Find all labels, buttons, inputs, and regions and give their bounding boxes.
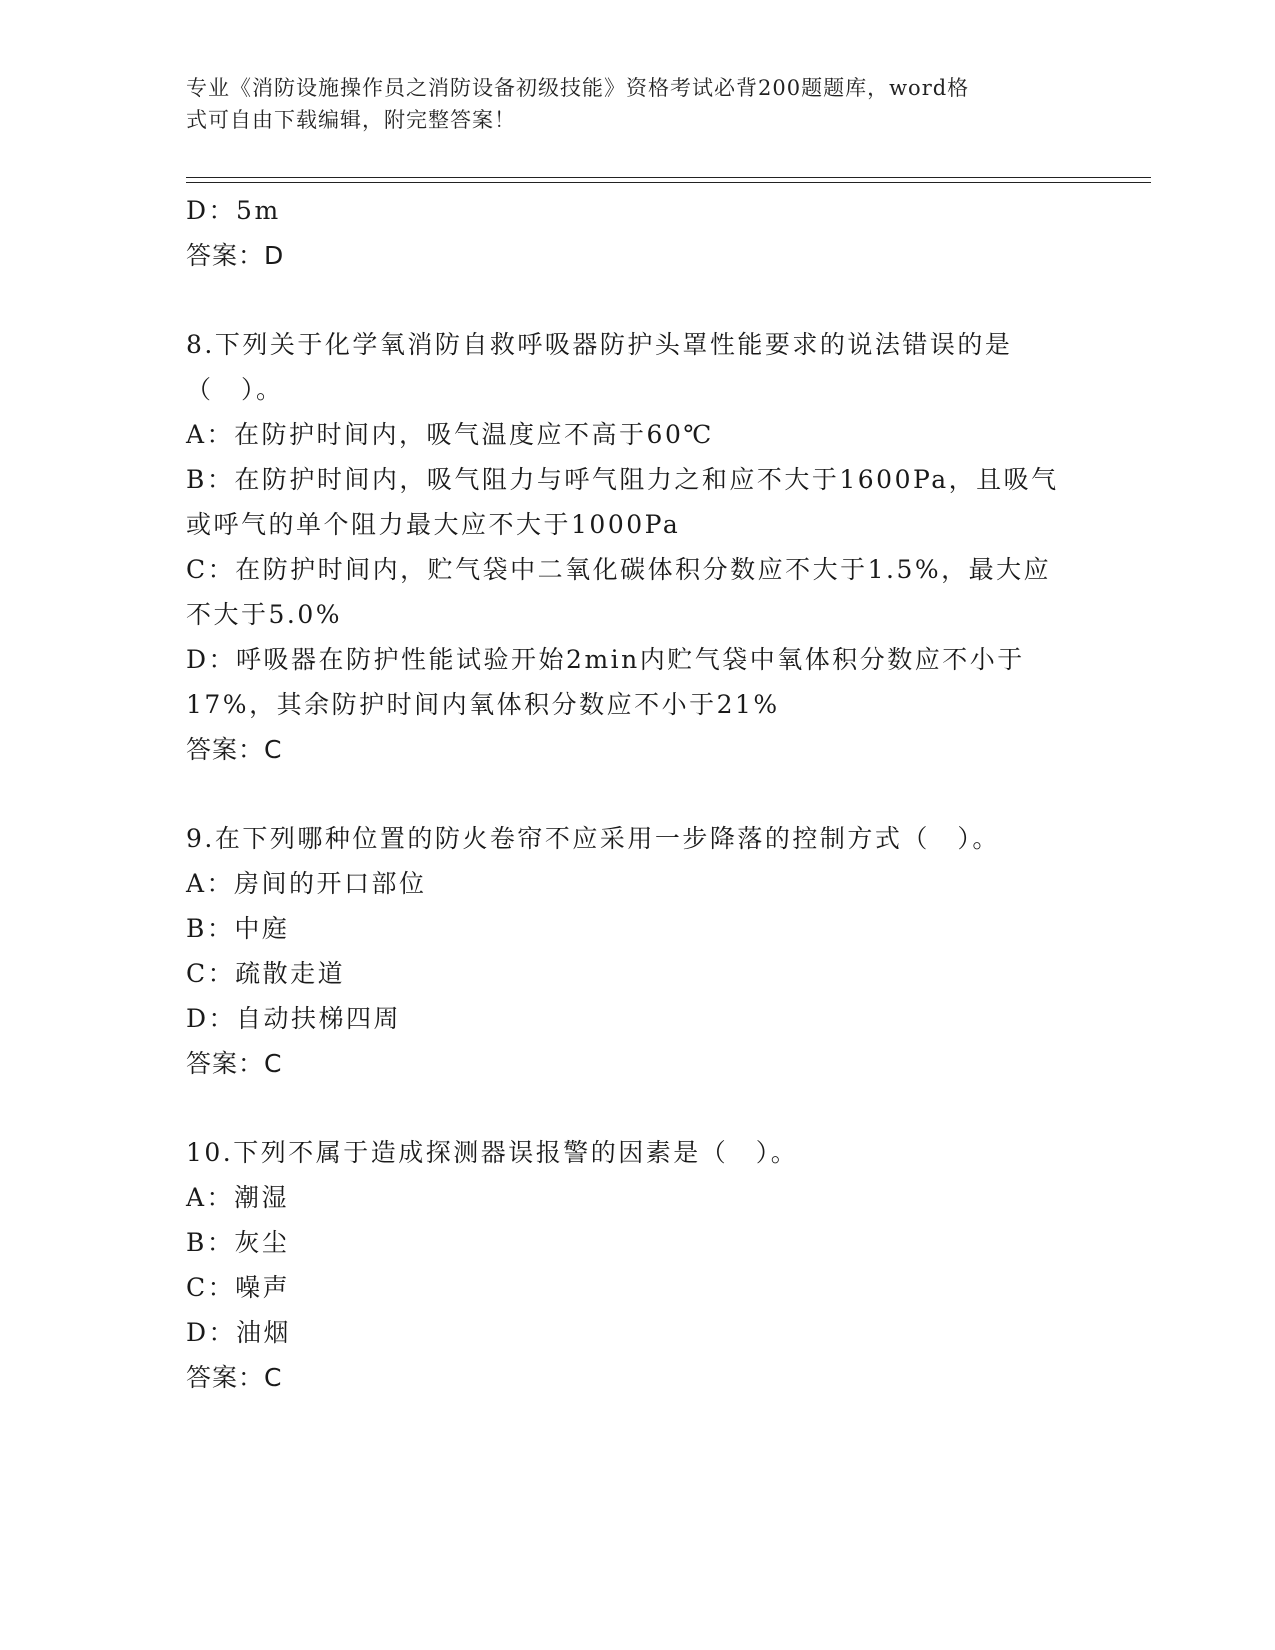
q9-stem: 9.在下列哪种位置的防火卷帘不应采用一步降落的控制方式（ ）。 [186, 824, 1000, 853]
q8-option-c-line-2: 不大于5.0% [186, 600, 343, 629]
q8-stem-line-2: （ ）。 [186, 375, 284, 404]
q7-answer: 答案：D [186, 241, 285, 270]
q8-option-b-line-2: 或呼气的单个阻力最大应不大于1000Pa [186, 510, 681, 539]
q8-answer: 答案：C [186, 735, 283, 764]
q8-stem-line-1: 8.下列关于化学氧消防自救呼吸器防护头罩性能要求的说法错误的是 [186, 330, 1013, 359]
q9-answer: 答案：C [186, 1049, 283, 1078]
document-header [186, 72, 1066, 136]
header-divider-top [186, 177, 1151, 178]
q8-option-c-line-1: C：在防护时间内，贮气袋中二氧化碳体积分数应不大于1.5%，最大应 [186, 555, 1052, 584]
header-line-1: 专业《消防设施操作员之消防设备初级技能》资格考试必背200题题库，word格 [186, 76, 970, 100]
q9-option-d: D：自动扶梯四周 [186, 1004, 402, 1033]
question-9 [186, 816, 1086, 1086]
header-line-2: 式可自由下载编辑，附完整答案！ [186, 108, 516, 132]
q8-option-b-line-1: B：在防护时间内，吸气阻力与呼气阻力之和应不大于1600Pa，且吸气 [186, 465, 1059, 494]
q8-option-d-line-1: D：呼吸器在防护性能试验开始2min内贮气袋中氧体积分数应不小于 [186, 645, 1025, 674]
q7-option-d: D：5m [186, 196, 281, 225]
q10-option-a: A：潮湿 [186, 1183, 290, 1212]
q9-option-c: C：疏散走道 [186, 959, 346, 988]
q10-option-b: B：灰尘 [186, 1228, 290, 1257]
q8-option-d-line-2: 17%，其余防护时间内氧体积分数应不小于21% [186, 690, 780, 719]
q10-option-d: D：油烟 [186, 1318, 292, 1347]
question-list [186, 188, 1086, 1400]
q9-option-a: A：房间的开口部位 [186, 869, 427, 898]
q9-option-b: B：中庭 [186, 914, 290, 943]
question-8 [186, 322, 1086, 772]
header-divider-bottom [186, 182, 1151, 183]
q10-answer: 答案：C [186, 1363, 283, 1392]
q8-option-a: A：在防护时间内，吸气温度应不高于60℃ [186, 420, 714, 449]
q10-stem: 10.下列不属于造成探测器误报警的因素是（ ）。 [186, 1138, 799, 1167]
q10-option-c: C：噪声 [186, 1273, 291, 1302]
question-10 [186, 1130, 1086, 1400]
